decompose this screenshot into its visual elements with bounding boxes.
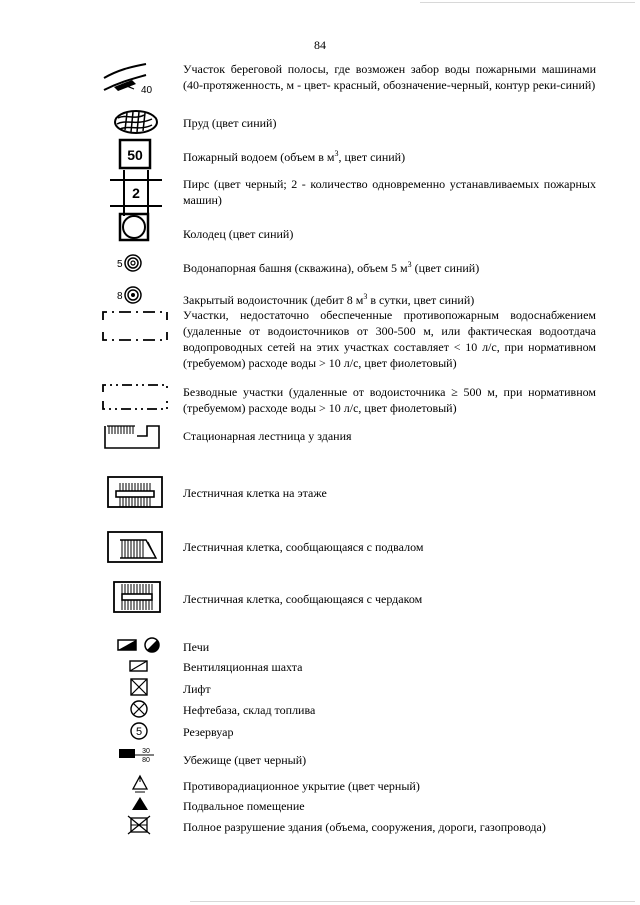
stationary-stair-icon [103,420,161,450]
water-tower-icon [114,252,150,274]
scan-edge-bottom [190,901,635,902]
legend-text-pond: Пруд (цвет синий) [183,116,277,130]
fire-reservoir-volume-label: 50 [127,147,143,163]
stairwell-basement-icon [106,530,164,564]
closed-water-source-sup: 3 [363,292,368,301]
legend-text-insufficient-supply: Участки, недостаточно обеспеченные противопожарным водоснабжением (удаленные от водоисточников от 300-500 м, или фактическая водоотдача водопроводных сетей на этих участках составляет < 10 л/с, при нормативном (требуемом) расходе воды > 10 л/с, цвет фиолетовый) [183,308,596,370]
fire-reservoir-text: Пожарный водоем (объем в м [183,150,335,164]
stairwell-floor-icon [106,475,164,509]
oil-depot-icon [129,699,149,719]
legend-text-oil-depot: Нефтебаза, склад топлива [183,703,316,717]
legend-text-stairwell-attic: Лестничная клетка, сообщающаяся с чердаком [183,592,423,606]
shoreline-length-label: 40 [141,85,153,96]
shelter-label-top: 30 [142,748,150,755]
elevator-icon [129,678,149,696]
legend-text-water-tower [183,257,596,276]
anti-radiation-shelter-icon [131,774,149,794]
legend-text-waterless: Безводные участки (удаленные от водоисточника ≥ 500 м, при нормативном (требуемом) расходе воды > 10 л/с, цвет фиолетовый) [183,385,596,415]
pier-icon [110,170,162,216]
shelter-icon [118,745,156,765]
legend-text-destruction: Полное разрушение здания (объема, сооружения, дороги, газопровода) [183,820,546,834]
shoreline-water-intake-icon [100,62,164,98]
stoves-icon [117,636,165,654]
legend-text-anti-radiation: Противорадиационное укрытие (цвет черный) [183,779,420,793]
legend-text-shoreline: Участок береговой полосы, где возможен забор воды пожарными машинами (40-протяженность, м - цвет- красный, обозначение-черный, контур реки-синий) [183,62,596,92]
water-tower-sup: 3 [407,260,412,269]
legend-text-well: Колодец (цвет синий) [183,227,294,241]
basement-icon [131,796,149,812]
legend-text-vent-shaft: Вентиляционная шахта [183,660,303,674]
well-icon [118,212,150,242]
reservoir-label: 5 [135,726,143,738]
legend-text-closed-water-source [183,289,596,308]
building-destruction-icon [127,815,151,835]
legend-text-elevator: Лифт [183,682,211,696]
water-tower-tail: (цвет синий) [411,261,480,275]
scan-edge-top [420,2,635,3]
water-tower-text: Водонапорная башня (скважина), объем 5 м [183,261,408,275]
vent-shaft-icon [129,659,149,673]
closed-water-source-tail: в сутки, цвет синий) [367,293,475,307]
legend-text-fire-reservoir [183,146,596,165]
legend-text-stairwell-basement: Лестничная клетка, сообщающаяся с подвалом [183,540,424,554]
closed-water-source-text: Закрытый водоисточник (дебит 8 м [183,293,364,307]
pier-count-label: 2 [132,185,140,201]
shelter-label-bottom: 80 [142,757,150,764]
stairwell-attic-icon [112,580,162,614]
reservoir-icon [129,721,149,741]
legend-text-basement: Подвальное помещение [183,799,305,813]
fire-reservoir-sup: 3 [334,149,339,158]
fire-reservoir-tail: , цвет синий) [338,150,406,164]
legend-text-stationary-stair: Стационарная лестница у здания [183,429,352,443]
pond-icon [112,108,160,136]
waterless-area-icon [100,382,170,412]
closed-water-source-label: 8 [117,291,123,302]
closed-water-source-icon [114,284,150,306]
legend-text-shelter: Убежище (цвет черный) [183,753,307,767]
legend-text-stairwell-floor: Лестничная клетка на этаже [183,486,327,500]
insufficient-supply-area-icon [100,308,170,344]
water-tower-volume-label: 5 [117,259,123,270]
legend-text-stoves: Печи [183,640,210,654]
page-number: 84 [314,38,326,52]
legend-text-pier: Пирс (цвет черный; 2 - количество одновременно устанавливаемых пожарных машин) [183,177,596,207]
legend-text-reservoir: Резервуар [183,725,234,739]
fire-reservoir-icon [118,138,152,170]
